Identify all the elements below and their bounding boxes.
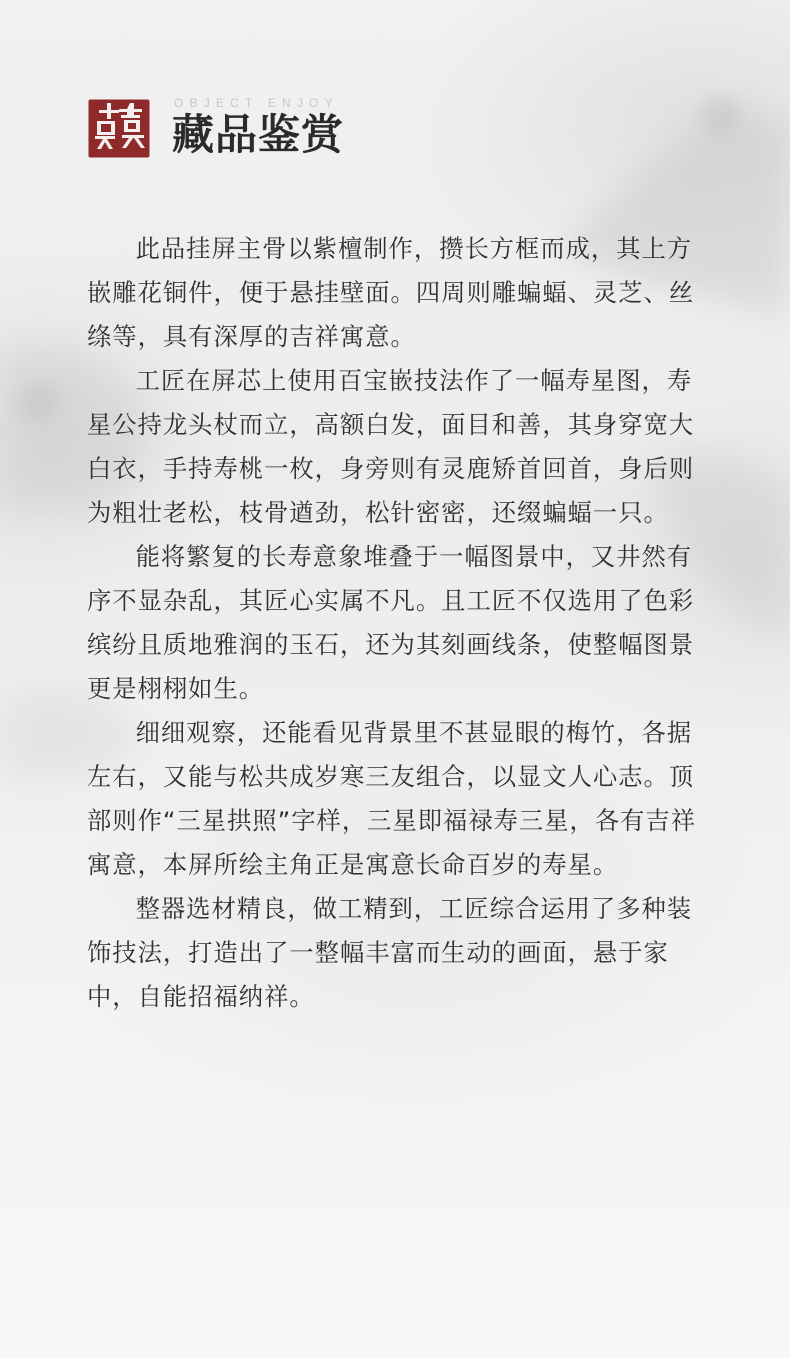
page-title: 藏品鉴赏 <box>172 110 345 159</box>
paragraph-2: 工匠在屏芯上使用百宝嵌技法作了一幅寿星图，寿星公持龙头杖而立，高额白发，面目和善，其身穿宽大白衣，手持寿桃一枚，身旁则有灵鹿矫首回首，身后则为粗壮老松，枝骨遒劲，松针密密，还缀蝙蝠一只。 <box>87 366 695 527</box>
seal-logo <box>87 98 151 159</box>
paragraph-1: 此品挂屏主骨以紫檀制作，攒长方框而成，其上方嵌雕花铜件，便于悬挂壁面。四周则雕蝙蝠、灵芝、丝绦等，具有深厚的吉祥寓意。 <box>87 234 695 351</box>
article-body <box>87 227 703 1019</box>
header-subtitle: OBJECT ENJOY <box>174 96 339 110</box>
paragraph-3: 能将繁复的长寿意象堆叠于一幅图景中，又井然有序不显杂乱，其匠心实属不凡。且工匠不仅选用了色彩缤纷且质地雅润的玉石，还为其刻画线条，使整幅图景更是栩栩如生。 <box>87 542 695 703</box>
paragraph-5: 整器选材精良，做工精到，工匠综合运用了多种装饰技法，打造出了一整幅丰富而生动的画面，悬于家中，自能招福纳祥。 <box>87 894 693 1011</box>
paragraph-4: 细细观察，还能看见背景里不甚显眼的梅竹，各据左右，又能与松共成岁寒三友组合，以显文人心志。顶部则作“三星拱照”字样，三星即福禄寿三星，各有吉祥寓意，本屏所绘主角正是寓意长命百岁的寿星。 <box>87 718 697 879</box>
